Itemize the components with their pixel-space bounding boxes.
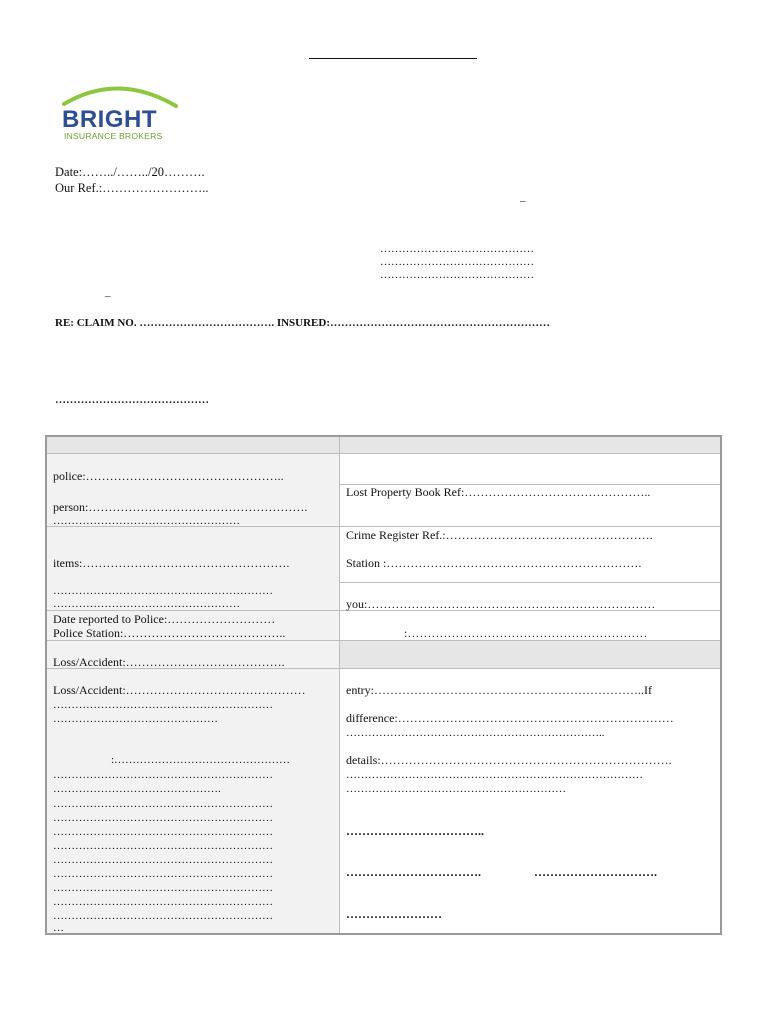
desc-line-14: … [53,922,64,934]
right-shaded-row [339,640,720,668]
difference-field-cont: …………………………………………………………….. [346,727,605,739]
name-field: ……………………………. [346,865,481,879]
logo-subtitle: INSURANCE BROKERS [64,131,163,141]
police-station-field: Police Station:………………………………….. [53,626,286,640]
desc-line-13: …………………………………………………… [53,910,273,922]
desc-line-2: ……………………………………… [53,713,218,725]
details-field-cont-2: …………………………………………………… [346,783,566,795]
our-ref-line: Our Ref.:…………………….. [55,181,209,195]
address-line-1: …………………………………… [380,243,534,255]
items-field-cont-1: …………………………………………………… [53,585,273,597]
top-rule [309,58,477,59]
station-field: Station :………………………………………………………. [346,556,642,570]
signature-line: …………………………………… [55,394,209,406]
date-reported-field: Date reported to Police:……………………… [53,612,276,626]
desc-line-11: …………………………………………………… [53,882,273,894]
desc-line-12: …………………………………………………… [53,896,273,908]
details-field: details:………………………………………………………………. [346,753,672,767]
address-line-3: …………………………………… [380,269,534,281]
stamp-field: …………………… [346,907,442,921]
dash-mark-2: – [105,290,111,302]
desc-line-5: …………………………………………………… [53,798,273,810]
desc-line-3: …………………………………………………… [53,769,273,781]
claim-details-table [45,435,722,935]
desc-line-4: ………………………………………. [53,783,221,795]
you-field: you:……………………………………………………………… [346,597,656,611]
details-field-cont-1: ……………………………………………………………………… [346,769,643,781]
person-field: person:………………………………………………. [53,500,308,514]
date-line: Date:……../……../20………. [55,165,205,179]
desc-line-1: …………………………………………………… [53,699,273,711]
blank-field: :…………………………………………………… [404,626,648,640]
dash-mark: – [520,195,526,207]
logo-wordmark: BRIGHT [62,106,157,133]
loss-accident-desc-field: Loss/Accident:……………………………………… [53,683,306,697]
address-line-2: …………………………………… [380,256,534,268]
entry-field: entry:…………………………………………………………..If [346,683,652,697]
table-header-row [47,437,720,453]
desc-line-10: …………………………………………………… [53,868,273,880]
lost-property-ref-field: Lost Property Book Ref:……………………………………….. [346,485,651,499]
signature-field: …………………………….. [346,824,484,838]
desc-line-7: …………………………………………………… [53,826,273,838]
date-sign-field: …………………………. [534,865,657,879]
claim-insured-line: RE: CLAIM NO. ………………………………. INSURED:…………………………………………………… [55,317,551,329]
desc-line-6: …………………………………………………… [53,812,273,824]
crime-register-ref-field: Crime Register Ref.:……………………………………………. [346,528,653,542]
items-field-cont-2: …………………………………………… [53,598,240,610]
person-field-cont: …………………………………………… [53,515,240,527]
circumstances-field: :………………………………………… [111,754,291,766]
police-field: police:………………………………………….. [53,469,284,483]
desc-line-8: …………………………………………………… [53,840,273,852]
difference-field: difference:…………………………………………………………… [346,711,674,725]
desc-line-9: …………………………………………………… [53,854,273,866]
company-logo [58,80,182,144]
items-field: items:……………………………………………. [53,556,290,570]
loss-accident-date-field: Loss/Accident:…………………………………. [53,655,285,669]
